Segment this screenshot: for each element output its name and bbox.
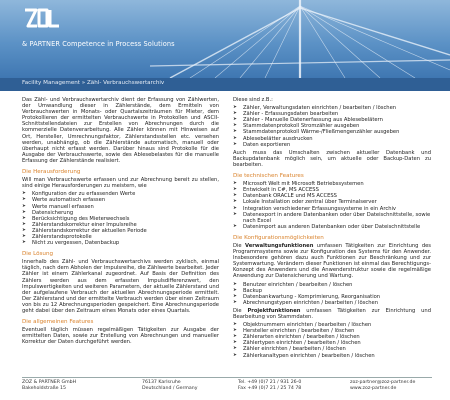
phone: Tel. +49 (0)7 21 / 931 26-0 — [238, 380, 302, 385]
features-paragraph: Eventuell täglich müssen regelmäßigen Tätigkeiten zur Ausgabe der ermittelten Daten, sowie zur Erstellung von Abrechnungen und manueller Korrektur der Daten durchgeführt werden. — [22, 327, 219, 346]
footer-address — [22, 380, 76, 392]
page-footer — [0, 377, 450, 400]
street: Bakeholdstraße 15 — [22, 386, 67, 391]
list-item: ➤ Zählerarten einrichten / bearbeiten / löschen — [233, 334, 431, 340]
tasks-list — [233, 105, 431, 148]
list-item: ➤ Zählerkanaltypen einrichten / bearbeiten / löschen — [233, 353, 431, 359]
website-link[interactable]: www.zoz-partner.de — [350, 386, 397, 391]
list-item: ➤ Zählerstandskorrektur der aktuellen Periode — [22, 228, 219, 234]
list-item: ➤ Datenexport in andere Datenbanken oder über Dateischnittstelle, sowie nach Excel — [233, 212, 431, 224]
list-item: ➤ Zähler einrichten / bearbeiten / löschen — [233, 346, 431, 352]
list-item: ➤ Werte manuell erfassen — [22, 204, 219, 210]
heading-challenge: Die Herausforderung — [22, 169, 81, 176]
footer-contact — [350, 380, 415, 392]
list-item: ➤ Zählertypen einrichten / bearbeiten / löschen — [233, 340, 431, 346]
heading-general-features: Die allgemeinen Features — [22, 319, 94, 326]
config-list — [233, 282, 431, 306]
list-item: ➤ Nicht zu vergessen, Datenbackup — [22, 240, 219, 246]
challenge-paragraph: Will man Verbrauchswerte erfassen und zur Abrechnung bereit zu stellen, sind einige Herausforderungen zu meistern, wie — [22, 177, 219, 190]
country: Deutschland / Germany — [142, 386, 198, 391]
list-item: ➤ Stammdatenprotokoll Wärme-/Fließmengenzähler ausgeben — [233, 129, 431, 135]
list-item: ➤ Stammdatenprotokoll Stromzähler ausgeben — [233, 123, 431, 129]
left-column — [22, 97, 219, 347]
project-list — [233, 322, 431, 359]
section-title: Facility Management » Zähl- Verbrauchswertarchiv — [22, 80, 165, 86]
bridge-image — [0, 0, 450, 78]
company-tagline: & PARTNER Competence in Process Solutions — [22, 40, 175, 48]
heading-configuration: Die Konfigurationsmöglichkeiten — [233, 234, 324, 241]
list-item: ➤ Werte automatisch erfassen — [22, 197, 219, 203]
list-item: ➤ Hersteller einrichten / bearbeiten / löschen — [233, 328, 431, 334]
list-item: ➤ Zähler, Verwaltungsdaten einrichten / bearbeiten / löschen — [233, 105, 431, 111]
intro-paragraph: Das Zähl- und Verbrauchswertarchiv dient der Erfassung von Zählwerten, der Umwandlung dieser in Zählerstände, dem Ermitteln von Verbrauchswerten in Monats- oder Quartalszeiträumen für Mieter, dem Protokollieren der ermittelten Verbrauchswerte in Protokollen und ASCII-Schnittstellendateien zur Erstellen von Abrechnungen durch die kommerzielle Datenverarbeitung. Alle Zähler können mit Hinweisen auf Ort, Hersteller, Umrechnungsfaktor, Zählerstandsstellen etc. versehen werden, unabhängig, ob die Zählerstände automatisch, manuell oder überhaupt nicht erfasst werden. Darüber hinaus sind Protokolle für die Ausgabe der Verbrauchswerte, sowie des Ablesebelastes für die manuelle Erfassung der Zählerstände realisiert. — [22, 97, 219, 164]
list-item: ➤ Zählerstandsprotokolle — [22, 234, 219, 240]
list-item: ➤ Datenimport aus anderen Datenbanken oder über Dateischnittstelle — [233, 224, 431, 230]
heading-solution: Die Lösung — [22, 251, 54, 258]
list-item: ➤ Integration verschiedener Erfassungssysteme in ein Archiv — [233, 206, 431, 212]
list-item: ➤ Microsoft Welt mit Microsoft Betriebssystemen — [233, 181, 431, 187]
solution-paragraph: Innerhalb des Zähl- und Verbrauchswertarchivs werden zyklisch, einmal täglich, nach dem Abholen der Impulsreihe, die Zählwerte bearbeitet. Jeder Zähler ist einem Zählerkanal zugeordnet. Auf Basis der Definition des Zählers werden aus dem erfassten Impulsdifferenzwert, den Impulswertigkeiten und weiteren Parametern, der aktuelle Zählerstand und der aufgelaufene Verbrauch der aktuellen Abrechnungsperiode ermittelt. Der Zählerstand und der ermittelte Verbrauch werden über einen Zeitraum von bis zu 12 Abrechnungsperioden gespeichert. Eine Abrechnungsperiode geht dabei über den Zeitraum eines Monats oder eines Quartals. — [22, 259, 219, 314]
company-name: ZOZ & PARTNER GmbH — [22, 380, 77, 385]
term-emphasis: Projektfunktionen — [247, 307, 301, 314]
list-item: ➤ Datenbankwartung - Komprimierung, Reorganisation — [233, 294, 431, 300]
list-item: ➤ Objektnummern einrichten / bearbeiten / löschen — [233, 322, 431, 328]
backup-paragraph: Auch muss das Umschalten zwischen aktueller Datenbank und Backupdatenbank möglich sein, um aktuelle oder Backup-Daten zu bearbeiten. — [233, 149, 431, 168]
tech-list — [233, 181, 431, 230]
list-item: ➤ Entwickelt in C#, MS ACCESS — [233, 187, 431, 193]
email-link[interactable]: zoz-partner@zoz-partner.de — [350, 380, 416, 385]
challenge-list — [22, 191, 219, 246]
list-item: ➤ Zähler - Manuelle Datenerfassung aus Ablesebelätern — [233, 117, 431, 123]
list-item: ➤ Datensicherung — [22, 210, 219, 216]
list-item: ➤ Berücksichtigung des Mieterwechsels — [22, 216, 219, 222]
header-banner — [0, 0, 450, 78]
list-item: ➤ Zählerstandskorrektur einer Impulsreihe — [22, 222, 219, 228]
tasks-intro: Diese sind z.B.: — [233, 97, 273, 103]
fax: Fax +49 (0)7 21 / 25 74 78 — [238, 386, 302, 391]
list-item: ➤ Zähler - Erfassungsdaten bearbeiten — [233, 111, 431, 117]
zip-city: 76137 Karlsruhe — [142, 380, 181, 385]
list-item: ➤ Abrechnungstypen einrichten / bearbeiten / löschen — [233, 300, 431, 306]
list-item: ➤ Backup — [233, 288, 431, 294]
list-item: ➤ Konfiguration der zu erfassenden Werte — [22, 191, 219, 197]
right-column — [233, 97, 431, 361]
config-paragraph: Die Verwaltungsfunktionen umfassen Tätigkeiten zur Einrichtung des Programmsystems sowie zur Konfiguration des Systems für den Anwender. Insbesondere gehören dazu auch Funktionen zur Beschränkung und zur Systemwartung. Verändern dieser Funktionen ist einmal das Berechtigungs-Konzept des Anwenders und die Anwenderstruktur sowie die regelmäßige Anwendung zur Datensicherung und Wartung. — [233, 242, 432, 280]
term-emphasis: Verwaltungsfunktionen — [245, 242, 314, 249]
footer-phone — [238, 380, 301, 392]
section-bar — [0, 78, 450, 91]
company-logo — [22, 6, 62, 34]
list-item: ➤ Lokale Installation oder zentral über Terminalserver — [233, 199, 431, 205]
list-item: ➤ Datenbank ORACLE und MS ACCESS — [233, 193, 431, 199]
footer-city — [142, 380, 198, 392]
list-item: ➤ Ablesebelätter ausdrucken — [233, 136, 431, 142]
list-item: ➤ Daten exportieren — [233, 142, 431, 148]
project-paragraph: Die Projektfunktionen umfassen Tätigkeiten zur Einrichtung und Bearbeitung von Stammdaten. — [233, 307, 431, 320]
list-item: ➤ Benutzer einrichten / bearbeiten / löschen — [233, 282, 431, 288]
heading-technical-features: Die technischen Features — [233, 173, 304, 180]
footer-divider — [22, 377, 432, 378]
